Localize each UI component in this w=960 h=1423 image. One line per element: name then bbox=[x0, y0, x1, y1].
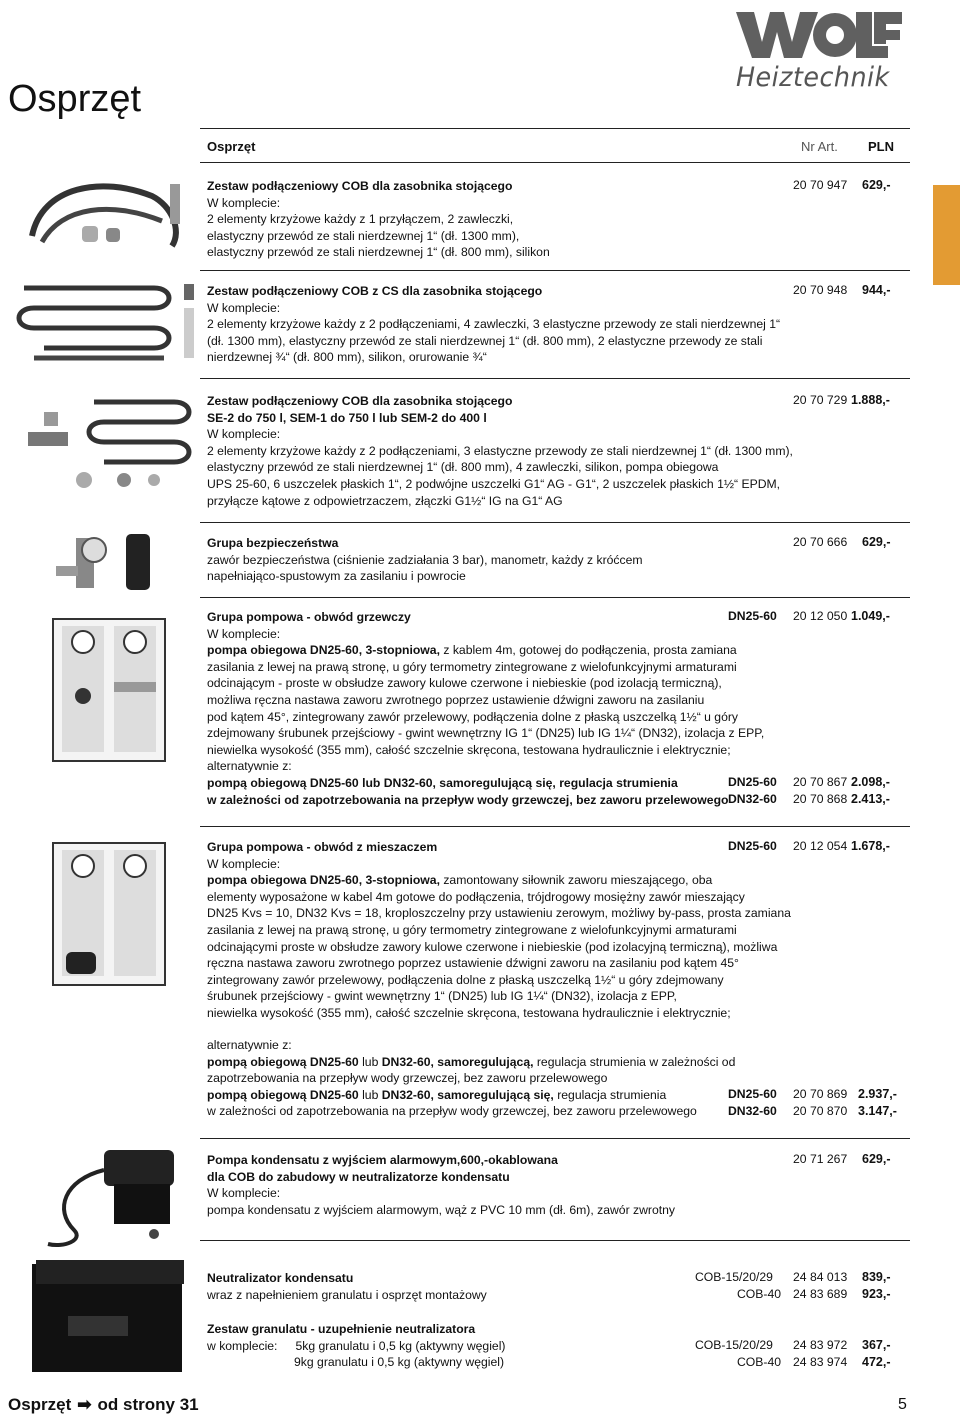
item-line-text: 9kg granulatu i 0,5 kg (aktywny węgiel) bbox=[294, 1355, 505, 1370]
item-art-number: 24 83 972 bbox=[793, 1338, 848, 1352]
item-price: 629,- bbox=[862, 535, 891, 549]
item-price: 472,- bbox=[862, 1355, 891, 1369]
item-line: zawór bezpieczeństwa (ciśnienie zadziałania 3 bar), manometr, każdy z króćcem bbox=[207, 552, 643, 567]
item-art-number: 20 70 666 bbox=[793, 535, 848, 549]
col-header-art: Nr Art. bbox=[801, 139, 838, 154]
item-price: 839,- bbox=[862, 1270, 891, 1284]
item-line: DN25 Kvs = 10, DN32 Kvs = 18, kroploszczelny przy ustawieniu zerowym, możliwy by-pass, prosta zamiana bbox=[207, 906, 791, 921]
item-subtitle: SE-2 do 750 l, SEM-1 do 750 l lub SEM-2 do 400 l bbox=[207, 410, 487, 425]
item-alt-line: pompą obiegową DN25-60 lub DN32-60, samoregulującą się, regulacja strumienia bbox=[207, 775, 678, 790]
product-image-connection-set bbox=[22, 176, 192, 254]
item-art-number: 20 70 870 bbox=[793, 1104, 848, 1118]
item-line: W komplecie: bbox=[207, 300, 281, 315]
item-line: zasilania z lewej na prawą stronę, u góry termometry zintegrowane z wielofunkcyjnymi armaturami bbox=[207, 659, 737, 674]
item-dn: DN32-60 bbox=[728, 792, 777, 806]
item-line: elastyczny przewód ze stali nierdzewnej 1“ (dł. 800 mm), silikon bbox=[207, 245, 550, 260]
item-line: śrubunek przejściowy - gwint wewnętrzny 1“ (DN25) lub IG 1¼“ (DN32), izolacja z EPP, bbox=[207, 989, 677, 1004]
product-image-condensate-pump bbox=[44, 1140, 184, 1252]
item-price: 944,- bbox=[862, 283, 891, 297]
item-line bbox=[207, 872, 897, 889]
item-bold-lead: pompa obiegowa DN25-60, 3-stopniowa, bbox=[207, 643, 440, 658]
item-rule bbox=[200, 378, 910, 379]
item-art-number: 20 70 869 bbox=[793, 1087, 848, 1101]
item-line: W komplecie: bbox=[207, 427, 281, 442]
item-line: zapotrzebowania na przepływ wody grzewczej, bez zaworu przelewowego bbox=[207, 1071, 608, 1086]
item-line bbox=[207, 642, 897, 659]
product-image-pump-group-heating bbox=[52, 618, 166, 762]
item-art-number: 20 12 050 bbox=[793, 609, 848, 623]
item-art-number: 20 70 947 bbox=[793, 178, 848, 192]
item-price: 1.049,- bbox=[851, 609, 890, 623]
item-line-tail: zamontowany siłownik zaworu mieszającego, oba bbox=[439, 873, 713, 888]
wolf-wordmark bbox=[734, 8, 902, 62]
page-number: 5 bbox=[898, 1396, 907, 1413]
item-price: 923,- bbox=[862, 1287, 891, 1301]
item-line: W komplecie: bbox=[207, 856, 281, 871]
item-line: W komplecie: bbox=[207, 195, 281, 210]
item-line: odcinającymi proste w obsłudze zawory kulowe czerwone i niebieskie (pod izolacyjną termiczną), możliwa bbox=[207, 939, 778, 954]
item-line-text: 5kg granulatu i 0,5 kg (aktywny węgiel) bbox=[295, 1338, 506, 1353]
item-price: 3.147,- bbox=[858, 1104, 897, 1118]
footer-reference[interactable] bbox=[8, 1395, 199, 1415]
item-alt-line: w zależności od zapotrzebowania na przepływ wody grzewczej, bez zaworu przelewowego bbox=[207, 792, 729, 807]
alt-normal: regulacja strumienia w zależności od bbox=[533, 1054, 736, 1069]
item-art-number: 24 83 974 bbox=[793, 1355, 848, 1369]
item-title: Grupa pompowa - obwód z mieszaczem bbox=[207, 840, 438, 854]
item-line: 2 elementy krzyżowe każdy z 2 podłączeniami, 4 zawleczki, 3 elastyczne przewody ze stali nierdzewnej 1“ bbox=[207, 317, 781, 332]
item-line: w zależności od zapotrzebowania na przepływ wody grzewczej, bez zaworu przelewowego bbox=[207, 1104, 697, 1119]
item-price: 2.413,- bbox=[851, 792, 890, 806]
item-cob: COB-15/20/29 bbox=[695, 1338, 773, 1352]
top-rule bbox=[200, 128, 910, 129]
item-art-number: 20 70 948 bbox=[793, 283, 848, 297]
item-line: elastyczny przewód ze stali nierdzewnej 1“ (dł. 1300 mm), bbox=[207, 228, 520, 243]
item-line: UPS 25-60, 6 uszczelek płaskich 1“, 2 podwójne uszczelki G1“ AG - G1“, 2 uszczelek płaskich 1½“ EPDM, bbox=[207, 476, 781, 491]
item-line: alternatywnie z: bbox=[207, 759, 292, 774]
item-title: Pompa kondensatu z wyjściem alarmowym,600,-okablowana bbox=[207, 1153, 558, 1167]
item-line: zintegrowany zawór przelewowy, podłączenia dolne z płaską uszczelką 1½“ u góry zdejmowany bbox=[207, 972, 724, 987]
item-line: elementy wyposażone w kabel 4m gotowe do podłączenia, trójdrogowy mosiężny zawór mieszający bbox=[207, 889, 745, 904]
item-art-number: 20 70 729 bbox=[793, 393, 848, 407]
item-line bbox=[207, 1054, 897, 1071]
item-line: niewielka wysokość (355 mm), całość szczelnie skręcona, testowana hydraulicznie i elektrycznie; bbox=[207, 1005, 731, 1020]
item-rule bbox=[200, 270, 910, 271]
item-connection-set-cob-se2 bbox=[207, 393, 897, 509]
item-line: możliwa ręczna nastawa zaworu zwrotnego poprzez ustawienie dźwigni zaworu na zasilaniu bbox=[207, 692, 705, 707]
item-art-number: 24 84 013 bbox=[793, 1270, 848, 1284]
item-line-label: w komplecie: bbox=[207, 1338, 278, 1353]
item-cob: COB-15/20/29 bbox=[695, 1270, 773, 1284]
item-dn: DN25-60 bbox=[728, 775, 777, 789]
item-subtitle: dla COB do zabudowy w neutralizatorze kondensatu bbox=[207, 1169, 510, 1184]
product-image-connection-set-pump bbox=[24, 392, 200, 494]
alt-bold: DN32-60, samoregulującą się, bbox=[381, 1087, 554, 1102]
item-art-number: 20 12 054 bbox=[793, 839, 848, 853]
item-dn: DN25-60 bbox=[728, 839, 777, 853]
item-title: Zestaw podłączeniowy COB dla zasobnika stojącego bbox=[207, 394, 513, 408]
item-line: zdejmowany śrubunek przejściowy - gwint wewnętrzny IG 1“ (DN25) lub IG 1¼“ (DN32), izolacja z EPP, bbox=[207, 726, 765, 741]
item-price: 1.678,- bbox=[851, 839, 890, 853]
item-price: 2.937,- bbox=[858, 1087, 897, 1101]
item-title: Grupa pompowa - obwód grzewczy bbox=[207, 610, 411, 624]
item-line: W komplecie: bbox=[207, 626, 281, 641]
alt-normal: lub bbox=[358, 1054, 382, 1069]
item-line: (dł. 1300 mm), elastyczny przewód ze stali nierdzewnej 1“ (dł. 800 mm), 2 elastyczne przewody ze stali bbox=[207, 333, 763, 348]
item-price: 367,- bbox=[862, 1338, 891, 1352]
page-title: Osprzęt bbox=[8, 78, 142, 120]
header-rule bbox=[200, 162, 910, 163]
item-line: elastyczny przewód ze stali nierdzewnej 1“ (dł. 800 mm), 4 zawleczki, silikon, pompa obiegowa bbox=[207, 460, 719, 475]
item-dn: DN32-60 bbox=[728, 1104, 777, 1118]
product-image-pump-group-mixer bbox=[52, 842, 166, 986]
item-title: Zestaw podłączeniowy COB dla zasobnika stojącego bbox=[207, 179, 513, 193]
alt-normal: lub bbox=[358, 1087, 382, 1102]
col-header-name: Osprzęt bbox=[207, 139, 256, 154]
product-image-neutralizer bbox=[28, 1256, 188, 1380]
item-art-number: 20 70 867 bbox=[793, 775, 848, 789]
item-line: napełniająco-spustowym za zasilaniu i powrocie bbox=[207, 569, 466, 584]
product-image-safety-group bbox=[56, 530, 166, 596]
item-cob: COB-40 bbox=[737, 1355, 782, 1369]
item-price: 629,- bbox=[862, 178, 891, 192]
item-art-number: 20 70 868 bbox=[793, 792, 848, 806]
section-tab-marker bbox=[933, 185, 960, 285]
item-art-number: 24 83 689 bbox=[793, 1287, 848, 1301]
item-bold-lead: pompa obiegowa DN25-60, 3-stopniowa, bbox=[207, 873, 440, 888]
item-line-tail: z kablem 4m, gotowej do podłączenia, prosta zamiana bbox=[439, 643, 737, 658]
alt-bold: pompą obiegową DN25-60 bbox=[207, 1087, 359, 1102]
product-image-connection-set-cs bbox=[14, 278, 200, 370]
alt-bold: DN32-60, samoregulującą, bbox=[381, 1054, 534, 1069]
item-title: Grupa bezpieczeństwa bbox=[207, 536, 339, 550]
item-rule bbox=[200, 1138, 910, 1139]
item-cob: COB-40 bbox=[737, 1287, 782, 1301]
item-rule bbox=[200, 826, 910, 827]
item-line: W komplecie: bbox=[207, 1186, 281, 1201]
item-line: 2 elementy krzyżowe każdy z 1 przyłączem, 2 zawleczki, bbox=[207, 212, 514, 227]
item-rule bbox=[200, 597, 910, 598]
item-title: Neutralizator kondensatu bbox=[207, 1271, 354, 1285]
item-price: 2.098,- bbox=[851, 775, 890, 789]
item-line: 2 elementy krzyżowe każdy z 2 podłączeniami, 3 elastyczne przewody ze stali nierdzewnej 1“ (dł. 1300 mm), bbox=[207, 443, 793, 458]
item-line: wraz z napełnieniem granulatu i osprzęt montażowy bbox=[207, 1287, 487, 1302]
alt-bold: pompą obiegową DN25-60 bbox=[207, 1054, 359, 1069]
item-pump-group-mixer bbox=[207, 839, 897, 1022]
item-price: 1.888,- bbox=[851, 393, 890, 407]
footer-page-ref: od strony 31 bbox=[97, 1395, 199, 1414]
item-rule bbox=[200, 1240, 910, 1241]
item-line: alternatywnie z: bbox=[207, 1038, 292, 1052]
wolf-logo bbox=[734, 8, 902, 93]
item-title: Zestaw granulatu - uzupełnienie neutralizatora bbox=[207, 1322, 476, 1336]
item-art-number: 20 71 267 bbox=[793, 1152, 848, 1166]
col-header-price: PLN bbox=[868, 139, 894, 154]
logo-subtitle: Heiztechnik bbox=[736, 62, 890, 93]
item-line: pompa kondensatu z wyjściem alarmowym, wąż z PVC 10 mm (dł. 6m), zawór zwrotny bbox=[207, 1202, 676, 1217]
arrow-right-icon: ➡ bbox=[77, 1395, 92, 1414]
item-line: niewielka wysokość (355 mm), całość szczelnie skręcona, testowana hydraulicznie i elektrycznie; bbox=[207, 742, 731, 757]
item-rule bbox=[200, 522, 910, 523]
item-dn: DN25-60 bbox=[728, 609, 777, 623]
item-dn: DN25-60 bbox=[728, 1087, 777, 1101]
item-line: zasilania z lewej na prawą stronę, u góry termometry zintegrowane z wielofunkcyjnymi armaturami bbox=[207, 922, 737, 937]
item-line: odcinającym - proste w obsłudze zawory kulowe czerwone i niebieskie (pod izolacją termiczną), bbox=[207, 676, 722, 691]
item-line: nierdzewnej ¾“ (dł. 800 mm), silikon, orurowanie ¾“ bbox=[207, 350, 487, 365]
item-line: pod kątem 45°, zintegrowany zawór przelewowy, podłączenia dolne z płaską uszczelką 1½“ u góry bbox=[207, 709, 739, 724]
alt-normal: regulacja strumienia bbox=[553, 1087, 667, 1102]
item-title: Zestaw podłączeniowy COB z CS dla zasobnika stojącego bbox=[207, 284, 543, 298]
footer-section: Osprzęt bbox=[8, 1395, 72, 1414]
item-line: ręczna nastawa zaworu zwrotnego poprzez ustawienie dźwigni zaworu na zasilaniu pod kątem 45° bbox=[207, 956, 739, 971]
item-price: 629,- bbox=[862, 1152, 891, 1166]
item-line: przyłącze kątowe z odpowietrzaczem, złączki G1½“ IG na G1“ AG bbox=[207, 493, 563, 508]
